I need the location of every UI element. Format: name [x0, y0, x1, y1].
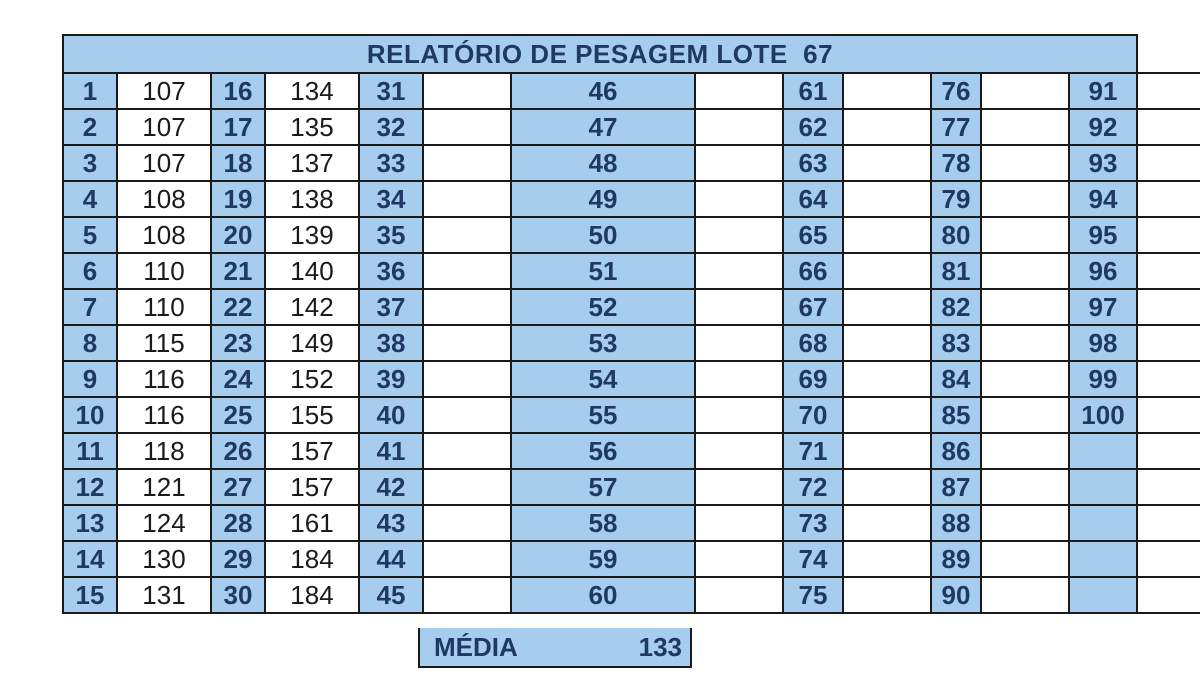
- animal-number-cell: 16: [211, 73, 265, 109]
- weight-cell: [423, 181, 511, 217]
- weight-cell: [695, 289, 783, 325]
- weight-cell: [981, 397, 1069, 433]
- animal-number-cell: 87: [931, 469, 981, 505]
- weight-cell: [843, 181, 931, 217]
- animal-number-cell: 15: [63, 577, 117, 613]
- table-row: [63, 73, 1200, 109]
- weight-cell: [1137, 217, 1200, 253]
- weight-cell: [981, 325, 1069, 361]
- weight-cell: 142: [265, 289, 359, 325]
- animal-number-cell: 47: [511, 109, 695, 145]
- weight-cell: 116: [117, 397, 211, 433]
- animal-number-cell: 30: [211, 577, 265, 613]
- weight-cell: [843, 541, 931, 577]
- weight-cell: [981, 217, 1069, 253]
- weight-cell: [423, 289, 511, 325]
- weight-cell: [1137, 577, 1200, 613]
- table-row: [63, 577, 1200, 613]
- weight-cell: [843, 145, 931, 181]
- table-row: [63, 217, 1200, 253]
- weight-cell: [1137, 433, 1200, 469]
- animal-number-cell: 89: [931, 541, 981, 577]
- animal-number-cell: 8: [63, 325, 117, 361]
- animal-number-cell: 93: [1069, 145, 1137, 181]
- animal-number-cell: 70: [783, 397, 843, 433]
- animal-number-cell: 32: [359, 109, 423, 145]
- table-row: [63, 469, 1200, 505]
- weight-cell: [981, 469, 1069, 505]
- animal-number-cell: [1069, 433, 1137, 469]
- animal-number-cell: 38: [359, 325, 423, 361]
- animal-number-cell: 94: [1069, 181, 1137, 217]
- animal-number-cell: 65: [783, 217, 843, 253]
- animal-number-cell: 21: [211, 253, 265, 289]
- animal-number-cell: 72: [783, 469, 843, 505]
- animal-number-cell: 66: [783, 253, 843, 289]
- table-row: [63, 109, 1200, 145]
- animal-number-cell: 99: [1069, 361, 1137, 397]
- animal-number-cell: 64: [783, 181, 843, 217]
- animal-number-cell: 46: [511, 73, 695, 109]
- weight-cell: [981, 109, 1069, 145]
- animal-number-cell: 74: [783, 541, 843, 577]
- weight-cell: [1137, 109, 1200, 145]
- weight-cell: 107: [117, 109, 211, 145]
- animal-number-cell: 48: [511, 145, 695, 181]
- weight-cell: [695, 397, 783, 433]
- weight-cell: [843, 325, 931, 361]
- weight-cell: [695, 73, 783, 109]
- report-title: RELATÓRIO DE PESAGEM LOTE 67: [62, 34, 1138, 72]
- average-box: [418, 628, 692, 668]
- animal-number-cell: 20: [211, 217, 265, 253]
- weight-cell: [981, 181, 1069, 217]
- table-row: [63, 541, 1200, 577]
- weighing-grid: [62, 72, 1200, 614]
- weight-cell: [1137, 73, 1200, 109]
- animal-number-cell: 85: [931, 397, 981, 433]
- weight-cell: [1137, 505, 1200, 541]
- animal-number-cell: 76: [931, 73, 981, 109]
- weight-cell: 115: [117, 325, 211, 361]
- weight-cell: [981, 73, 1069, 109]
- animal-number-cell: 50: [511, 217, 695, 253]
- animal-number-cell: 79: [931, 181, 981, 217]
- animal-number-cell: 60: [511, 577, 695, 613]
- animal-number-cell: 26: [211, 433, 265, 469]
- animal-number-cell: 34: [359, 181, 423, 217]
- weight-cell: 161: [265, 505, 359, 541]
- weight-cell: [423, 253, 511, 289]
- weight-cell: [423, 433, 511, 469]
- weight-cell: 184: [265, 577, 359, 613]
- weight-cell: [1137, 541, 1200, 577]
- animal-number-cell: 18: [211, 145, 265, 181]
- animal-number-cell: 95: [1069, 217, 1137, 253]
- animal-number-cell: 35: [359, 217, 423, 253]
- weight-cell: 107: [117, 73, 211, 109]
- animal-number-cell: 97: [1069, 289, 1137, 325]
- weight-cell: [843, 361, 931, 397]
- weight-cell: 140: [265, 253, 359, 289]
- weight-cell: 110: [117, 253, 211, 289]
- weight-cell: [695, 361, 783, 397]
- animal-number-cell: 98: [1069, 325, 1137, 361]
- animal-number-cell: 67: [783, 289, 843, 325]
- animal-number-cell: 52: [511, 289, 695, 325]
- animal-number-cell: 69: [783, 361, 843, 397]
- weight-cell: [843, 577, 931, 613]
- animal-number-cell: [1069, 577, 1137, 613]
- animal-number-cell: 39: [359, 361, 423, 397]
- weight-cell: [695, 505, 783, 541]
- weight-cell: 110: [117, 289, 211, 325]
- weight-cell: 157: [265, 433, 359, 469]
- weight-cell: [695, 217, 783, 253]
- animal-number-cell: 12: [63, 469, 117, 505]
- weight-cell: [843, 73, 931, 109]
- animal-number-cell: 7: [63, 289, 117, 325]
- animal-number-cell: 5: [63, 217, 117, 253]
- animal-number-cell: 53: [511, 325, 695, 361]
- animal-number-cell: 29: [211, 541, 265, 577]
- weight-cell: [1137, 289, 1200, 325]
- animal-number-cell: [1069, 541, 1137, 577]
- animal-number-cell: 63: [783, 145, 843, 181]
- animal-number-cell: 75: [783, 577, 843, 613]
- animal-number-cell: 71: [783, 433, 843, 469]
- animal-number-cell: 41: [359, 433, 423, 469]
- weight-cell: 155: [265, 397, 359, 433]
- weight-cell: 107: [117, 145, 211, 181]
- weight-cell: 134: [265, 73, 359, 109]
- animal-number-cell: 42: [359, 469, 423, 505]
- weight-cell: [423, 217, 511, 253]
- animal-number-cell: 59: [511, 541, 695, 577]
- weight-cell: [695, 577, 783, 613]
- weight-cell: [843, 469, 931, 505]
- weight-cell: [843, 397, 931, 433]
- weight-cell: [423, 109, 511, 145]
- animal-number-cell: 13: [63, 505, 117, 541]
- animal-number-cell: 14: [63, 541, 117, 577]
- animal-number-cell: 45: [359, 577, 423, 613]
- animal-number-cell: 92: [1069, 109, 1137, 145]
- weight-cell: [981, 145, 1069, 181]
- weight-cell: [843, 109, 931, 145]
- animal-number-cell: [1069, 505, 1137, 541]
- weight-cell: [695, 145, 783, 181]
- table-row: [63, 289, 1200, 325]
- weight-cell: 138: [265, 181, 359, 217]
- animal-number-cell: 84: [931, 361, 981, 397]
- animal-number-cell: 68: [783, 325, 843, 361]
- animal-number-cell: 40: [359, 397, 423, 433]
- weight-cell: [843, 433, 931, 469]
- weight-cell: [981, 253, 1069, 289]
- weight-cell: 137: [265, 145, 359, 181]
- weight-cell: [981, 289, 1069, 325]
- animal-number-cell: 54: [511, 361, 695, 397]
- animal-number-cell: 4: [63, 181, 117, 217]
- weight-cell: [1137, 361, 1200, 397]
- weight-cell: 108: [117, 181, 211, 217]
- animal-number-cell: 43: [359, 505, 423, 541]
- animal-number-cell: 56: [511, 433, 695, 469]
- weight-cell: [1137, 469, 1200, 505]
- weight-cell: 157: [265, 469, 359, 505]
- weight-cell: 118: [117, 433, 211, 469]
- animal-number-cell: 62: [783, 109, 843, 145]
- animal-number-cell: 36: [359, 253, 423, 289]
- animal-number-cell: 86: [931, 433, 981, 469]
- weight-cell: 131: [117, 577, 211, 613]
- weight-cell: 152: [265, 361, 359, 397]
- animal-number-cell: 90: [931, 577, 981, 613]
- animal-number-cell: 24: [211, 361, 265, 397]
- animal-number-cell: 77: [931, 109, 981, 145]
- weight-cell: [1137, 325, 1200, 361]
- animal-number-cell: 81: [931, 253, 981, 289]
- animal-number-cell: 44: [359, 541, 423, 577]
- weight-cell: [1137, 181, 1200, 217]
- weight-cell: [695, 541, 783, 577]
- weight-cell: [695, 253, 783, 289]
- weight-cell: 124: [117, 505, 211, 541]
- animal-number-cell: 88: [931, 505, 981, 541]
- animal-number-cell: 51: [511, 253, 695, 289]
- animal-number-cell: 3: [63, 145, 117, 181]
- weight-cell: [423, 73, 511, 109]
- table-row: [63, 433, 1200, 469]
- table-row: [63, 253, 1200, 289]
- weight-cell: [1137, 253, 1200, 289]
- animal-number-cell: 83: [931, 325, 981, 361]
- weight-cell: [423, 577, 511, 613]
- weight-cell: [423, 325, 511, 361]
- weight-cell: 121: [117, 469, 211, 505]
- weight-cell: [981, 361, 1069, 397]
- weight-cell: [423, 361, 511, 397]
- animal-number-cell: 49: [511, 181, 695, 217]
- weight-cell: [1137, 145, 1200, 181]
- weight-cell: [423, 145, 511, 181]
- animal-number-cell: 2: [63, 109, 117, 145]
- weight-cell: [981, 505, 1069, 541]
- weight-cell: 130: [117, 541, 211, 577]
- animal-number-cell: 57: [511, 469, 695, 505]
- weight-cell: 184: [265, 541, 359, 577]
- animal-number-cell: 82: [931, 289, 981, 325]
- table-row: [63, 397, 1200, 433]
- weight-cell: 108: [117, 217, 211, 253]
- animal-number-cell: 27: [211, 469, 265, 505]
- table-row: [63, 181, 1200, 217]
- weight-cell: [695, 469, 783, 505]
- animal-number-cell: 96: [1069, 253, 1137, 289]
- weight-cell: [423, 505, 511, 541]
- table-row: [63, 361, 1200, 397]
- weight-cell: [1137, 397, 1200, 433]
- animal-number-cell: 19: [211, 181, 265, 217]
- animal-number-cell: 9: [63, 361, 117, 397]
- animal-number-cell: 17: [211, 109, 265, 145]
- weight-cell: 135: [265, 109, 359, 145]
- weight-cell: [695, 109, 783, 145]
- weight-cell: [695, 325, 783, 361]
- animal-number-cell: 11: [63, 433, 117, 469]
- animal-number-cell: 78: [931, 145, 981, 181]
- animal-number-cell: 22: [211, 289, 265, 325]
- animal-number-cell: 6: [63, 253, 117, 289]
- animal-number-cell: 23: [211, 325, 265, 361]
- weight-cell: [843, 289, 931, 325]
- animal-number-cell: 61: [783, 73, 843, 109]
- average-label: MÉDIA: [434, 631, 518, 662]
- weight-cell: [843, 217, 931, 253]
- weight-cell: 139: [265, 217, 359, 253]
- weight-cell: [843, 505, 931, 541]
- animal-number-cell: 10: [63, 397, 117, 433]
- table-row: [63, 145, 1200, 181]
- weight-cell: [423, 397, 511, 433]
- animal-number-cell: 37: [359, 289, 423, 325]
- animal-number-cell: 1: [63, 73, 117, 109]
- animal-number-cell: 58: [511, 505, 695, 541]
- weight-cell: [981, 433, 1069, 469]
- weight-cell: [843, 253, 931, 289]
- weight-cell: 149: [265, 325, 359, 361]
- animal-number-cell: [1069, 469, 1137, 505]
- weighing-report-sheet: [62, 34, 1138, 614]
- animal-number-cell: 28: [211, 505, 265, 541]
- animal-number-cell: 100: [1069, 397, 1137, 433]
- average-value: 133: [638, 631, 682, 662]
- weight-cell: [981, 541, 1069, 577]
- weight-cell: [695, 181, 783, 217]
- weight-cell: [981, 577, 1069, 613]
- animal-number-cell: 55: [511, 397, 695, 433]
- weight-cell: [423, 541, 511, 577]
- animal-number-cell: 33: [359, 145, 423, 181]
- table-row: [63, 325, 1200, 361]
- table-row: [63, 505, 1200, 541]
- animal-number-cell: 91: [1069, 73, 1137, 109]
- animal-number-cell: 31: [359, 73, 423, 109]
- animal-number-cell: 80: [931, 217, 981, 253]
- weight-cell: [695, 433, 783, 469]
- animal-number-cell: 25: [211, 397, 265, 433]
- weight-cell: 116: [117, 361, 211, 397]
- weight-cell: [423, 469, 511, 505]
- animal-number-cell: 73: [783, 505, 843, 541]
